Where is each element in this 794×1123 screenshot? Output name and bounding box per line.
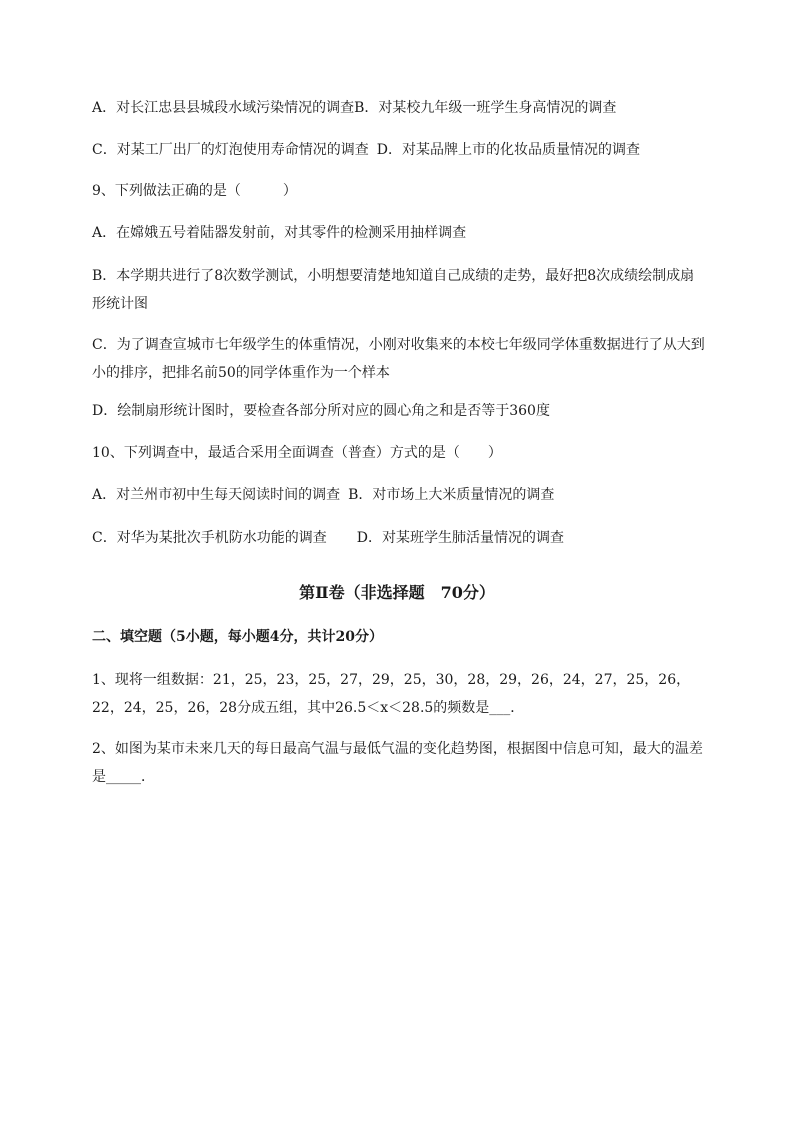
q10-options-cd-row <box>92 528 564 548</box>
q10-option-c: C．对华为某批次手机防水功能的调查 <box>92 530 327 546</box>
q10-option-b: B．对市场上大米质量情况的调查 <box>348 487 555 503</box>
q9-stem: 9、下列做法正确的是（ ） <box>92 183 297 199</box>
q8-options-cd-row <box>92 140 640 160</box>
q10-stem: 10、下列调查中，最适合采用全面调查（普查）方式的是（ ） <box>92 445 502 461</box>
part-two-title: 第Ⅱ卷（非选择题 70分） <box>299 583 495 602</box>
q8-option-b: B．对某校九年级一班学生身高情况的调查 <box>354 100 617 116</box>
q8-option-d: D．对某品牌上市的化妆品质量情况的调查 <box>376 142 640 158</box>
fill-in-question-1: 1、现将一组数据：21，25，23，25，27，29，25，30，28，29，26，24，27，25，26，22，24，25，26，28分成五组，其中26.5＜x＜28.5的频数是___． <box>92 672 691 716</box>
fill-in-section-heading: 二、填空题（5小题，每小题4分，共计20分） <box>92 629 383 645</box>
q8-option-a: A．对长江忠县县城段水域污染情况的调查 <box>92 100 355 116</box>
q9-option-a: A．在嫦娥五号着陆器发射前，对其零件的检测采用抽样调查 <box>92 225 467 241</box>
q10-options-ab-row <box>92 485 554 505</box>
q9-option-c: C．为了调查宣城市七年级学生的体重情况，小刚对收集来的本校七年级同学体重数据进行了从大到小的排序，把排名前50的同学体重作为一个样本 <box>92 337 705 381</box>
fill-in-question-2: 2、如图为某市未来几天的每日最高气温与最低气温的变化趋势图，根据图中信息可知，最大的温差是_____． <box>92 741 703 785</box>
q9-option-d: D．绘制扇形统计图时，要检查各部分所对应的圆心角之和是否等于360度 <box>92 403 550 419</box>
q10-option-d: D．对某班学生肺活量情况的调查 <box>356 530 564 546</box>
q8-options-ab-row <box>92 98 616 118</box>
q10-option-a: A．对兰州市初中生每天阅读时间的调查 <box>92 487 341 503</box>
q8-option-c: C．对某工厂出厂的灯泡使用寿命情况的调查 <box>92 142 369 158</box>
q9-option-b: B．本学期共进行了8次数学测试，小明想要清楚地知道自己成绩的走势，最好把8次成绩绘制成扇形统计图 <box>92 268 695 312</box>
